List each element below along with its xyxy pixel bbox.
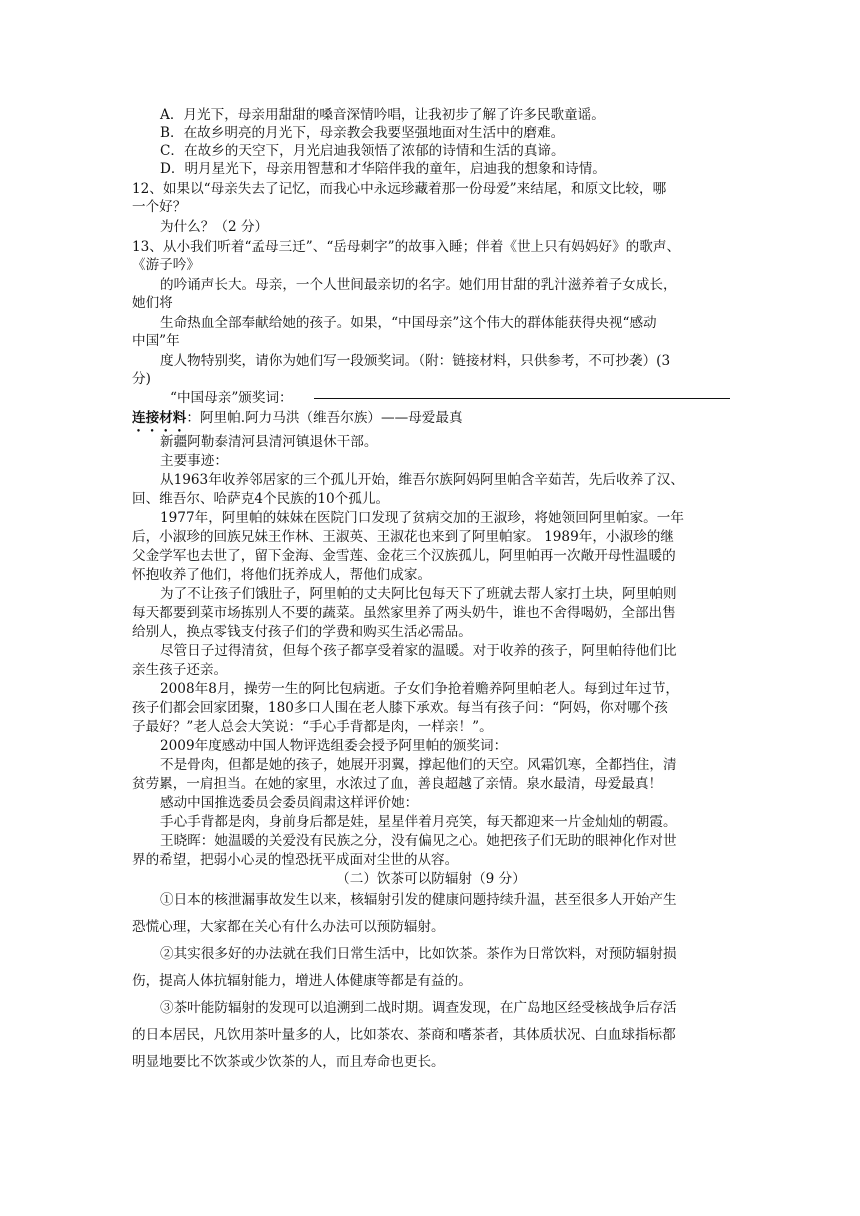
link-line: 为了不让孩子们饿肚子，阿里帕的丈夫阿比包每天下了班就去帮人家打土块，阿里帕则	[160, 586, 677, 602]
link-line: 回、维吾尔、哈萨克4个民族的10个孤儿。	[132, 491, 390, 507]
option-b: B．在故乡明亮的月光下，母亲教会我要坚强地面对生活中的磨难。	[160, 125, 565, 141]
question-13-line1: 13、从小我们听着“孟母三迁”、“岳母刺字”的故事入睡；伴着《世上只有妈妈好》的歌声、	[132, 239, 681, 255]
link-line: 怀抱收养了他们，将他们抚养成人，帮他们成家。	[132, 567, 432, 583]
link-line: 新疆阿勒泰清河县清河镇退休干部。	[160, 434, 378, 450]
link-line: 子最好？”老人总会大笑说：“手心手背都是肉，一样亲！”。	[132, 719, 493, 735]
question-12-line2: 一个好？	[132, 199, 187, 215]
paragraph-line: 恐慌心理，大家都在关心有什么办法可以预防辐射。	[132, 919, 445, 935]
link-line: 1977年，阿里帕的妹妹在医院门口发现了贫病交加的王淑珍，将她领回阿里帕家。一年	[160, 510, 684, 526]
answer-blank-line[interactable]	[314, 398, 730, 399]
link-line: 从1963年收养邻居家的三个孤儿开始，维吾尔族阿妈阿里帕含辛茹苦，先后收养了汉、	[160, 472, 684, 488]
link-line: 每天都要到菜市场拣别人不要的蔬菜。虽然家里养了两头奶牛，谁也不舍得喝奶，全部出售	[132, 605, 676, 621]
paragraph-line: 的日本居民，凡饮用茶叶量多的人，比如茶农、茶商和嗜茶者，其体质状况、白血球指标都	[132, 1027, 676, 1043]
option-d: D．明月星光下，母亲用智慧和才华陪伴我的童年，启迪我的想象和诗情。	[160, 161, 606, 177]
link-line: 手心手背都是肉，身前身后都是娃，星星伴着月亮笑，每天都迎来一片金灿灿的朝霞。	[160, 814, 677, 830]
link-line: 不是骨肉，但都是她的孩子，她展开羽翼，撑起他们的天空。风霜饥寒，全都挡住，清	[160, 757, 677, 773]
link-line: 后，小淑珍的回族兄妹王作林、王淑英、王淑花也来到了阿里帕家。 1989年，小淑珍的继	[132, 529, 674, 545]
paragraph-line: ③茶叶能防辐射的发现可以追溯到二战时期。调查发现，在广岛地区经受核战争后存活	[160, 1000, 677, 1016]
link-material-title	[132, 409, 463, 435]
link-line: 2008年8月，操劳一生的阿比包病逝。子女们争抢着赡养阿里帕老人。每到过年过节，	[160, 681, 680, 697]
paragraph-line: ①日本的核泄漏事故发生以来，核辐射引发的健康问题持续升温，甚至很多人开始产生	[160, 892, 677, 908]
question-13-line7: 度人物特别奖，请你为她们写一段颁奖词。（附：链接材料，只供参考，不可抄袭）(3	[160, 353, 671, 369]
link-line: 孩子们都会回家团聚，180多口人围在老人膝下承欢。每当有孩子问：“阿妈，你对哪个孩	[132, 700, 668, 716]
question-13-line3: 的吟诵声长大。母亲，一个人世间最亲切的名字。她们用甘甜的乳汁滋养着子女成长，	[160, 277, 677, 293]
question-13-line2: 《游子吟》	[132, 257, 200, 273]
link-material-label: 连接材料	[132, 410, 187, 426]
link-line: 主要事迹：	[160, 453, 228, 469]
paragraph-line: ②其实很多好的办法就在我们日常生活中，比如饮茶。茶作为日常饮料，对预防辐射损	[160, 946, 677, 962]
link-line: 给别人，换点零钱支付孩子们的学费和购买生活必需品。	[132, 624, 472, 640]
link-line: 父金学军也去世了，留下金海、金雪莲、金花三个汉族孤儿，阿里帕再一次敞开母性温暖的	[132, 548, 676, 564]
section-2-title: （二）饮茶可以防辐射（9 分）	[336, 871, 526, 887]
link-line: 亲生孩子还亲。	[132, 662, 228, 678]
paragraph-line: 伤，提高人体抗辐射能力，增进人体健康等都是有益的。	[132, 973, 472, 989]
link-material-title-rest: ：阿里帕.阿力马洪（维吾尔族）——母爱最真	[186, 410, 463, 426]
question-13-line5: 生命热血全部奉献给她的孩子。如果，“中国母亲”这个伟大的群体能获得央视“感动	[160, 315, 657, 331]
question-12-line1: 12、如果以“母亲失去了记忆，而我心中永远珍藏着那一份母爱”来结尾，和原文比较，哪	[132, 181, 667, 197]
link-line: 界的希望，把弱小心灵的惶恐抚平成面对尘世的从容。	[132, 852, 459, 868]
link-line: 感动中国推选委员会委员阎肃这样评价她：	[160, 795, 419, 811]
paragraph-line: 明显地要比不饮茶或少饮茶的人，而且寿命也更长。	[132, 1054, 445, 1070]
link-line: 尽管日子过得清贫，但每个孩子都享受着家的温暖。对于收养的孩子，阿里帕待他们比	[160, 643, 677, 659]
option-a: A．月光下，母亲用甜甜的嗓音深情吟唱，让我初步了解了许多民歌童谣。	[160, 107, 605, 123]
link-line: 2009年度感动中国人物评选组委会授予阿里帕的颁奖词：	[160, 738, 508, 754]
question-13-line4: 她们将	[132, 295, 173, 311]
link-line: 王晓晖：她温暖的关爱没有民族之分，没有偏见之心。她把孩子们无助的眼神化作对世	[160, 833, 677, 849]
question-12-line3: 为什么？（2 分）	[160, 219, 269, 235]
link-line: 贫劳累，一肩担当。在她的家里，水浓过了血，善良超越了亲情。泉水最清，母爱最真！	[132, 776, 663, 792]
award-prompt: “中国母亲”颁奖词：	[170, 390, 293, 406]
question-13-line6: 中国”年	[132, 333, 180, 349]
option-c: C．在故乡的天空下，月光启迪我领悟了浓郁的诗情和生活的真谛。	[160, 143, 565, 159]
question-13-line8: 分)	[132, 371, 151, 387]
